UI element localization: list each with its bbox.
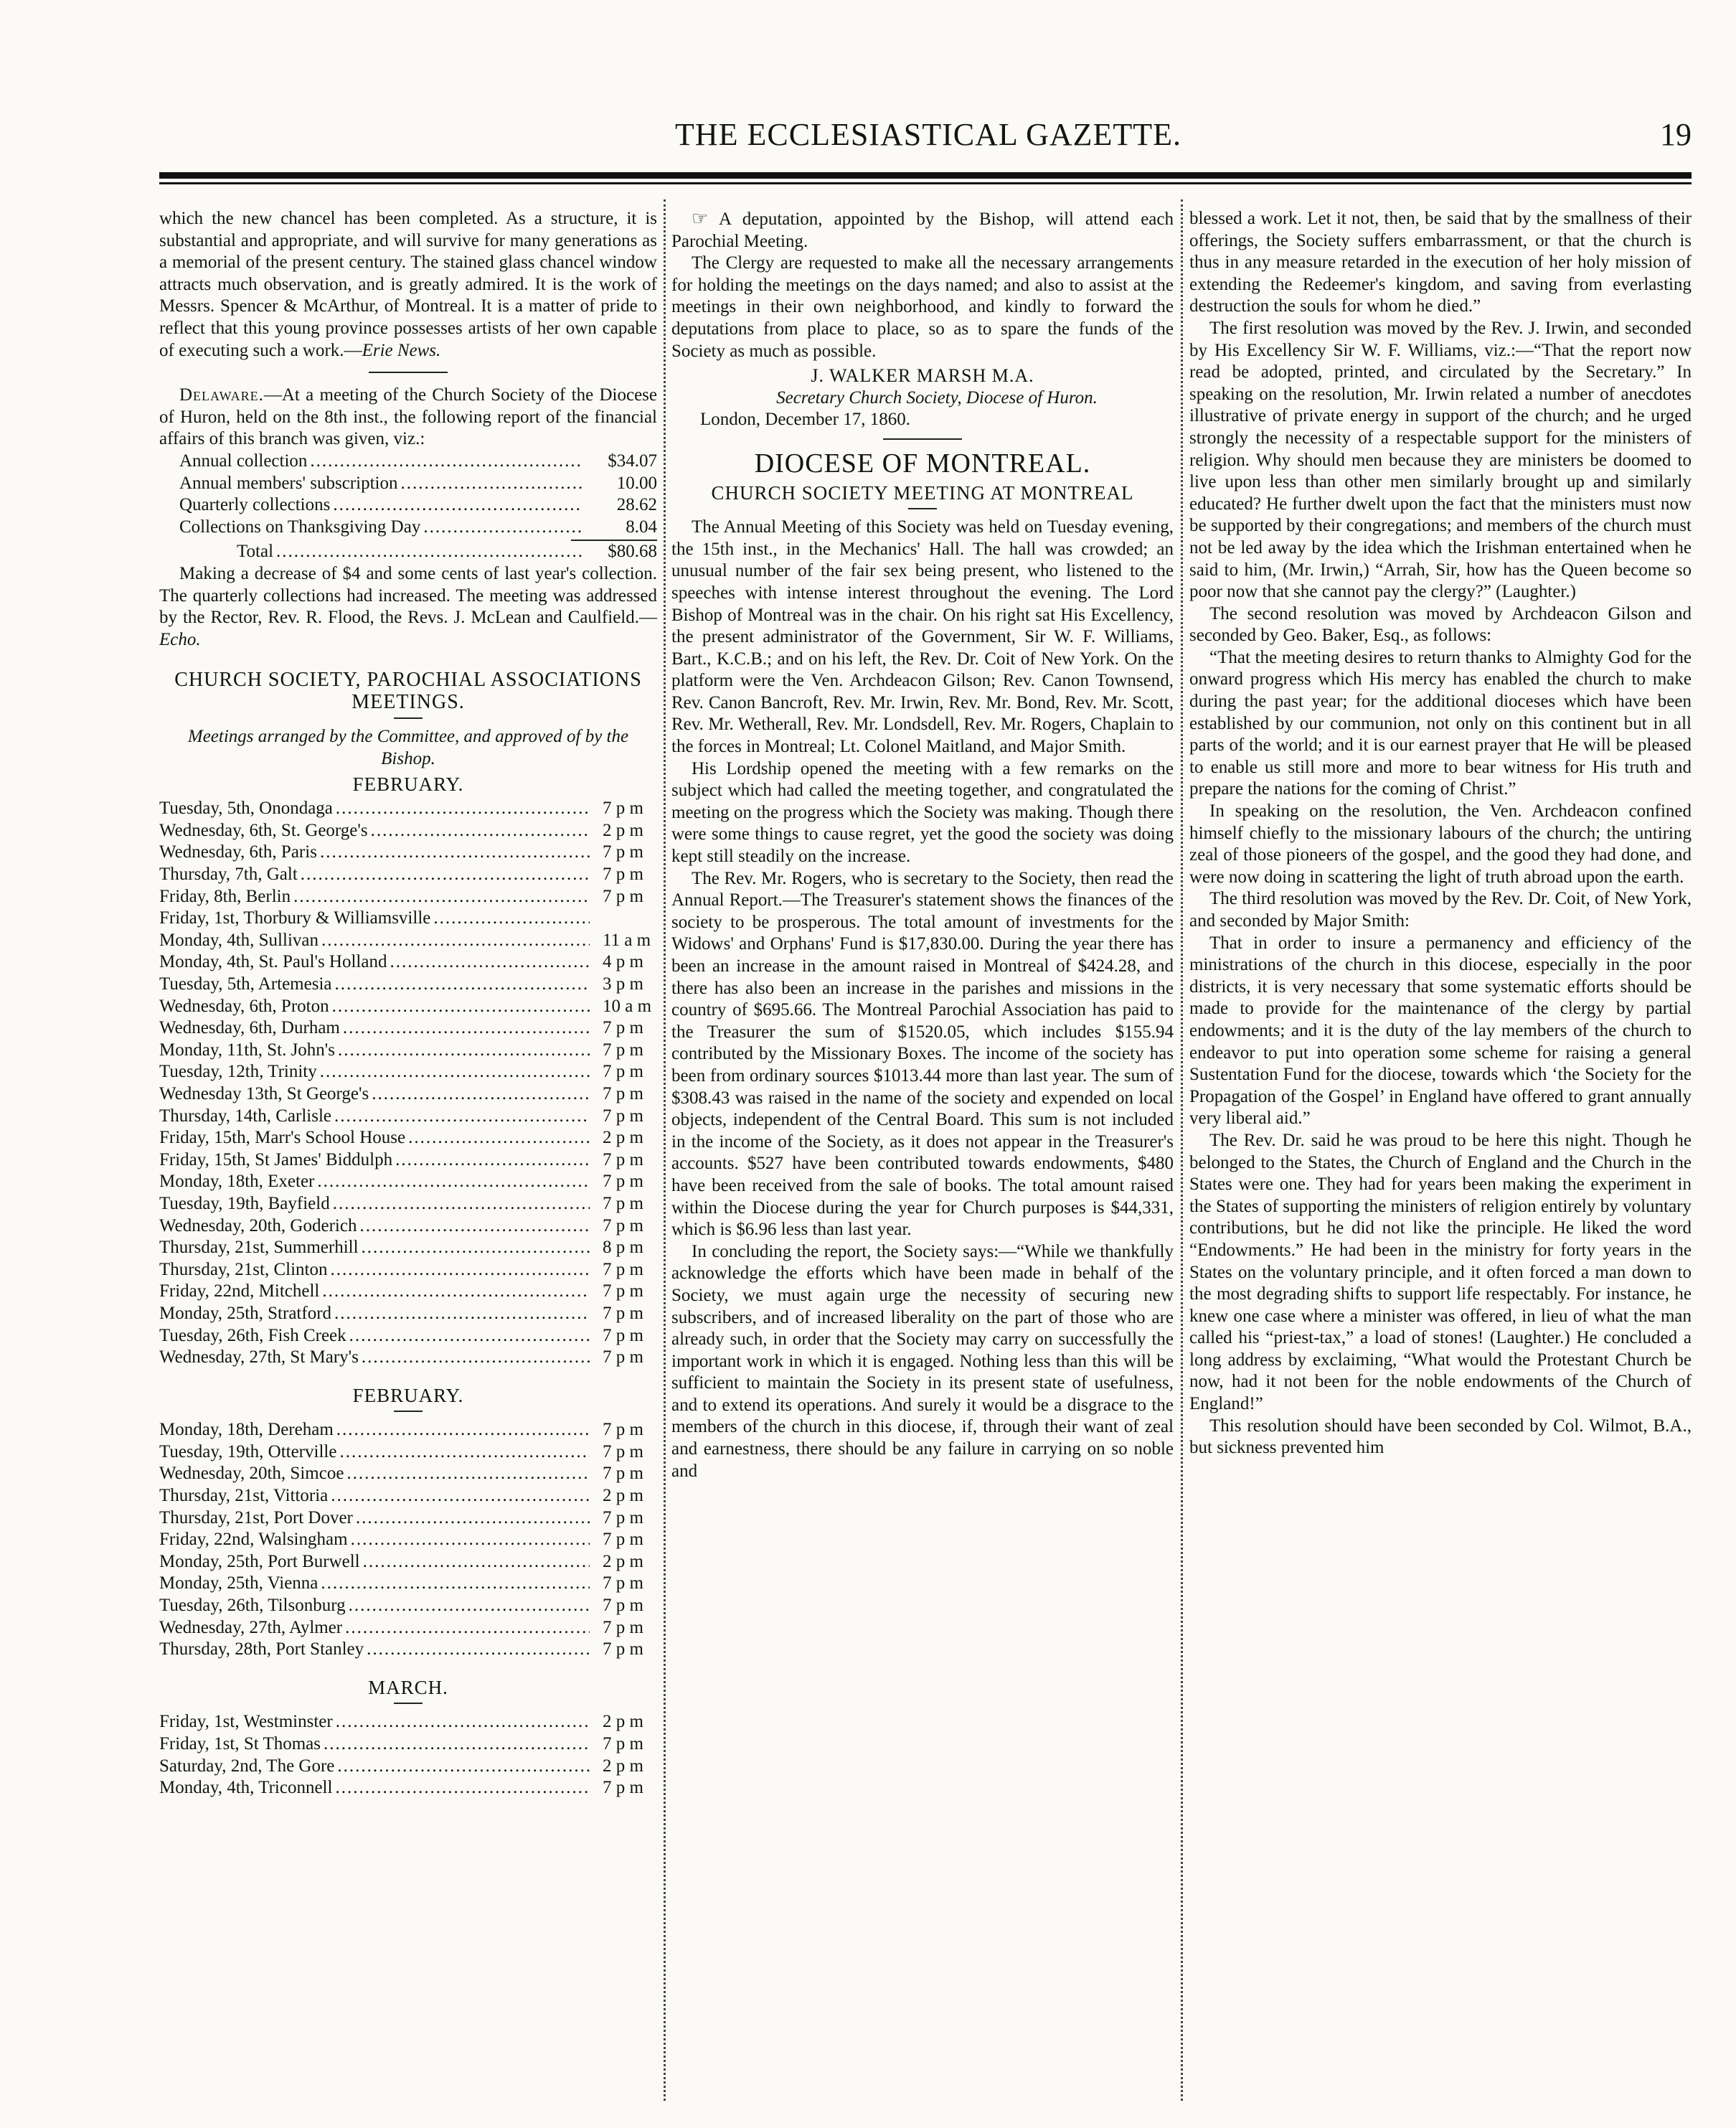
total-label: Total (237, 542, 274, 562)
finance-label: Annual members' subscription (179, 473, 398, 493)
meeting-place: Monday, 25th, Vienna (159, 1573, 319, 1593)
meeting-place: Wednesday, 27th, Aylmer (159, 1617, 343, 1637)
leader-dots (349, 1595, 590, 1617)
meeting-row (159, 1551, 657, 1573)
leader-dots (324, 1733, 590, 1756)
column-divider-2 (1181, 199, 1183, 2101)
column-divider-1 (664, 199, 666, 2101)
leader-dots (339, 1441, 590, 1464)
meeting-place: Wednesday, 6th, Durham (159, 1018, 340, 1038)
leader-dots (335, 1777, 590, 1799)
meeting-row (159, 1127, 657, 1149)
dateline: Delaware. (179, 385, 264, 405)
meeting-time: 2 p m (603, 1486, 643, 1506)
meeting-place: Thursday, 14th, Carlisle (159, 1106, 332, 1126)
leader-dots (334, 1303, 590, 1325)
meeting-place: Wednesday, 6th, Paris (159, 842, 317, 862)
meeting-row (159, 1149, 657, 1172)
meeting-row (159, 842, 657, 864)
leader-dots (331, 1485, 590, 1507)
leader-dots (408, 1127, 590, 1149)
leader-dots (423, 517, 582, 539)
leader-dots (320, 842, 590, 864)
meeting-row (159, 974, 657, 996)
meeting-place: Thursday, 28th, Port Stanley (159, 1639, 364, 1659)
leader-dots (345, 1617, 590, 1639)
leader-dots (322, 1281, 590, 1303)
leader-dots (334, 1106, 590, 1128)
report-paragraph: The third resolution was moved by the Rev. Dr. Coit, of New York, and seconded by Major Smith: (1189, 889, 1692, 931)
meeting-time: 2 p m (603, 1756, 643, 1776)
meeting-place: Friday, 22nd, Mitchell (159, 1281, 320, 1301)
meeting-row (159, 908, 657, 930)
meeting-place: Friday, 15th, Marr's School House (159, 1128, 406, 1148)
leader-dots (331, 1259, 590, 1281)
meeting-time: 7 p m (603, 1347, 643, 1367)
report-paragraph: The first resolution was moved by the Rev. J. Irwin, and seconded by His Excellency Sir W. F. Williams, viz.:—“That the report now read be adopted, printed, and circulated by the Secretary.” In speaking on the resolution, Mr. Irwin related a number of anecdotes illustrative of private energy in support of the church; and he urged strongly the necessity of a respectable support for the ministers of religion. Why should men because they are ministers be doomed to live upon less than other men similarly brought up and similarly educated? He further dwelt upon the fact that the ministers must now be supported by their congregations; and members of the church must not be led away by the idea which the Irishman entertained when he said to him, (Mr. Irwin,) “Arrah, Sir, how has the Queen become so poor now that she cannot pay the clergy?” (Laughter.) (1189, 318, 1692, 602)
meeting-row (159, 1485, 657, 1507)
financial-table (159, 451, 657, 563)
report-paragraph: In speaking on the resolution, the Ven. Archdeacon confined himself chiefly to the missionary labours of the church; the untiring zeal of those pioneers of the gospel, and the good they had done, and were now doing in scattering the light of truth abroad upon the earth. (1189, 801, 1692, 887)
diocese-heading: DIOCESE OF MONTREAL. (754, 448, 1091, 479)
meeting-time: 2 p m (603, 820, 643, 840)
meeting-row (159, 951, 657, 974)
heading-divider (908, 508, 937, 509)
leader-dots (346, 1463, 590, 1485)
meeting-row (159, 1259, 657, 1281)
meeting-place: Thursday, 7th, Galt (159, 865, 298, 885)
meeting-time: 7 p m (603, 886, 643, 906)
report-paragraph: The Rev. Mr. Rogers, who is secretary to the Society, then read the Annual Report.—The Treasurer's statement shows the finances of the society to be prosperous. The total amount of investments for the Widows' and Orphans' Fund is $17,830.00. During the year there has been an increase in the amount raised in Montreal of $424.28, and there has also been an increase in the parishes and missions in the country of $695.66. The Montreal Parochial Association has paid to the Treasurer the sum of $1520.05, which includes $155.94 contributed by the Missionary Boxes. The income of the society has been from ordinary sources $1013.44 more than last year. The sum of $308.43 was raised in the name of the society and expended on local objects, independent of the Central Board. This sum is not included in the income of the Society, as it does not appear in the Treasurer's accounts. $527 have been contributed towards endowments, $480 have been received from the sale of books. The total amount raised within the Diocese during the year for Church purposes is $44,331, which is $6.96 less than last year. (671, 868, 1174, 1240)
meeting-row (159, 1617, 657, 1639)
meeting-place: Tuesday, 26th, Tilsonburg (159, 1596, 346, 1616)
meeting-time: 2 p m (603, 1551, 643, 1571)
leader-dots (336, 1711, 590, 1733)
column-1 (159, 208, 657, 1799)
meeting-row (159, 1347, 657, 1369)
finance-row (179, 494, 657, 517)
leader-dots (400, 473, 582, 495)
meeting-row (159, 1777, 657, 1799)
leader-dots (293, 886, 590, 908)
leader-dots (349, 1325, 590, 1347)
meeting-place: Monday, 18th, Dereham (159, 1420, 334, 1440)
meeting-row (159, 798, 657, 820)
finance-row (179, 473, 657, 495)
signature-date: London, December 17, 1860. (700, 410, 910, 430)
finance-row (179, 517, 657, 539)
total-amount: $80.68 (608, 542, 657, 562)
meeting-row (159, 1106, 657, 1128)
meeting-place: Friday, 1st, Westminster (159, 1712, 333, 1732)
month-heading: FEBRUARY. (352, 773, 464, 795)
leader-dots (333, 494, 582, 517)
meeting-time: 7 p m (603, 1420, 643, 1440)
meeting-row (159, 1419, 657, 1441)
meeting-row (159, 1237, 657, 1259)
finance-amount: 10.00 (616, 473, 657, 493)
leader-dots (276, 541, 582, 563)
deputation-notice: ☞ A deputation, appointed by the Bishop, will attend each Parochial Meeting. (671, 208, 1174, 251)
report-paragraph: blessed a work. Let it not, then, be said that by the smallness of their offerings, the Society suffers embarrassment, or that the church is thus in any measure retarded in the execution of her holy mission of extending the Redeemer's kingdom, and saving from everlasting destruction the souls for whom he died.” (1189, 209, 1692, 316)
meeting-place: Wednesday, 6th, St. George's (159, 820, 368, 840)
leader-dots (367, 1639, 590, 1661)
month-heading: FEBRUARY. (352, 1384, 464, 1406)
month-heading: MARCH. (368, 1676, 448, 1698)
meeting-place: Monday, 11th, St. John's (159, 1040, 336, 1060)
leader-dots (343, 1017, 590, 1040)
meeting-time: 7 p m (603, 1303, 643, 1323)
meeting-time: 8 p m (603, 1238, 643, 1258)
meeting-row (159, 1325, 657, 1347)
meeting-time: 7 p m (603, 1193, 643, 1213)
meeting-row (159, 1303, 657, 1325)
meeting-place: Wednesday, 27th, St Mary's (159, 1347, 359, 1367)
meeting-row (159, 1756, 657, 1778)
meeting-row (159, 1017, 657, 1040)
leader-dots (321, 1573, 590, 1595)
meeting-place: Friday, 1st, Thorbury & Williamsville (159, 908, 431, 928)
meeting-time: 7 p m (603, 799, 643, 819)
meeting-time: 7 p m (603, 865, 643, 885)
meeting-place: Wednesday, 6th, Proton (159, 996, 329, 1016)
meeting-place: Saturday, 2nd, The Gore (159, 1756, 335, 1776)
month-divider (394, 1411, 423, 1412)
meeting-row (159, 930, 657, 952)
leader-dots (317, 1171, 590, 1193)
meeting-row (159, 1639, 657, 1661)
finance-amount: 8.04 (626, 517, 657, 537)
meeting-place: Thursday, 21st, Vittoria (159, 1486, 329, 1506)
leader-dots (336, 798, 590, 820)
finance-row (179, 451, 657, 473)
finance-label: Collections on Thanksgiving Day (179, 517, 421, 537)
meeting-place: Friday, 1st, St Thomas (159, 1734, 321, 1753)
heading-divider (394, 717, 423, 719)
leader-dots (395, 1149, 590, 1172)
meeting-time: 2 p m (603, 1128, 643, 1148)
meeting-place: Wednesday 13th, St George's (159, 1083, 369, 1103)
leader-dots (301, 864, 590, 886)
leader-dots (336, 1419, 590, 1441)
meeting-place: Tuesday, 12th, Trinity (159, 1062, 317, 1082)
delaware-report: Delaware.—At a meeting of the Church Society of the Diocese of Huron, held on the 8th inst., the following report of the financial affairs of this branch was given, viz.: (159, 385, 657, 449)
meeting-row (159, 1733, 657, 1756)
report-paragraph: In concluding the report, the Society says:—“While we thankfully acknowledge the efforts which have been made in behalf of the Society, we must again urge the necessity of securing new subscribers, and of increased liberality on the part of those who are already such, in order that the Society may carry on successfully the important work in which it is engaged. Nothing less than this will be sufficient to maintain the Society in its present state of usefulness, and to extend its operations. And surely it would be a disgrace to the members of the church in this diocese, if, through their want of zeal and earnestness, there should be any failure in carrying on so noble and (671, 1241, 1174, 1481)
meeting-row (159, 1507, 657, 1530)
meeting-place: Thursday, 21st, Summerhill (159, 1238, 359, 1258)
meeting-time: 7 p m (603, 1596, 643, 1616)
pointing-hand-icon: ☞ (692, 208, 709, 229)
meeting-time: 4 p m (603, 952, 643, 972)
meeting-place: Tuesday, 19th, Bayfield (159, 1193, 330, 1213)
leader-dots (333, 1193, 590, 1215)
meeting-row (159, 1281, 657, 1303)
leader-dots (351, 1529, 590, 1551)
leader-dots (372, 1083, 590, 1106)
finance-total-row (179, 541, 657, 563)
meeting-row (159, 820, 657, 842)
meeting-report-continued (1189, 208, 1692, 1459)
finance-amount: $34.07 (608, 451, 657, 471)
report-paragraph: The Rev. Dr. said he was proud to be here this night. Though he belonged to the States, the Church of England and the Church in the States were one. They had for years been making the experiment in the States of supporting the ministers of religion entirely by voluntary contributions, but he did not like the principle. He liked the word “Endowments.” He had been in the ministry for forty years in the States on the voluntary principle, and it often forced a man down to the most degrading shifts to support life respectably. For instance, he knew one case where a minister was offered, in lieu of what the man called his “priest-tax,” a load of stones! (Laughter.) He concluded a long address by exclaiming, “What would the Protestant Church be now, had it not been for the noble endowments of the Church of England!” (1189, 1130, 1692, 1414)
leader-dots (335, 974, 590, 996)
report-paragraph: “That the meeting desires to return thanks to Almighty God for the onward progress which His mercy has enabled the church to make during the past year; for the additional dioceses which have been established by our communion, not only on this continent but in all parts of the world; and it is our earnest prayer that He will be pleased to enable us still more and more to bear witness for His truth and prepare the nations for the coming of Christ.” (1189, 647, 1692, 799)
meeting-place: Monday, 18th, Exeter (159, 1172, 315, 1192)
meeting-row (159, 1711, 657, 1733)
meeting-place: Monday, 25th, Port Burwell (159, 1551, 360, 1571)
meeting-time: 2 p m (603, 1712, 643, 1732)
leader-dots (390, 951, 590, 974)
meeting-time: 7 p m (603, 1441, 643, 1461)
report-paragraph: His Lordship opened the meeting with a few remarks on the subject which had called the meeting together, and congratulated the meeting on the progress which the Society was making. Though there were some things to cause regret, yet the good the society was doing kept still steadily on the increase. (671, 758, 1174, 867)
header-rule-thin (159, 182, 1692, 184)
leader-dots (321, 930, 590, 952)
meeting-time: 7 p m (603, 1083, 643, 1103)
meeting-place: Friday, 8th, Berlin (159, 886, 291, 906)
meeting-time: 10 a m (603, 996, 652, 1016)
meeting-time: 7 p m (603, 1215, 643, 1235)
meeting-place: Friday, 15th, St James' Biddulph (159, 1149, 393, 1169)
meeting-place: Monday, 25th, Stratford (159, 1303, 332, 1323)
finance-label: Quarterly collections (179, 495, 331, 515)
meeting-time: 7 p m (603, 1149, 643, 1169)
meeting-time: 7 p m (603, 1062, 643, 1082)
meeting-time: 7 p m (603, 1281, 643, 1301)
meeting-row (159, 996, 657, 1018)
meeting-time: 11 a m (603, 930, 651, 950)
meeting-time: 7 p m (603, 1530, 643, 1550)
meeting-time: 7 p m (603, 1106, 643, 1126)
meeting-report (671, 517, 1174, 1482)
meeting-time: 7 p m (603, 1040, 643, 1060)
leader-dots (332, 996, 590, 1018)
meeting-place: Tuesday, 26th, Fish Creek (159, 1325, 346, 1345)
source-attribution: Echo. (159, 629, 201, 649)
meeting-row (159, 1171, 657, 1193)
society-subheading: Meetings arranged by the Committee, and approved of by the Bishop. (187, 727, 629, 769)
article-continuation: which the new chancel has been completed. As a structure, it is substantial and appropriate, and will survive for many generations as a memorial of the present century. The stained glass chancel window attracts much observation, and is greatly admired. It is the work of Messrs. Spencer & McArthur, of Montreal. It is a matter of pride to reflect that this young province possesses artists of her own capable of executing such a work.—Erie News. (159, 209, 657, 360)
masthead (165, 116, 1692, 158)
meeting-time: 7 p m (603, 1734, 643, 1753)
meeting-time: 7 p m (603, 1018, 643, 1038)
leader-dots (359, 1215, 590, 1238)
leader-dots (363, 1551, 590, 1573)
meeting-row (159, 1463, 657, 1485)
meeting-schedule (159, 773, 657, 1799)
page-number: 19 (1660, 117, 1692, 152)
meeting-place: Monday, 4th, Triconnell (159, 1778, 333, 1798)
meeting-heading: CHURCH SOCIETY MEETING AT MONTREAL (711, 481, 1134, 504)
source-attribution: Erie News. (362, 340, 441, 360)
meeting-place: Friday, 22nd, Walsingham (159, 1530, 348, 1550)
leader-dots (320, 1061, 590, 1083)
society-heading: CHURCH SOCIETY, PAROCHIAL ASSOCIATIONS MEETINGS. (174, 669, 642, 713)
meeting-row (159, 1441, 657, 1464)
leader-dots (362, 1347, 590, 1369)
delaware-report-tail: Making a decrease of $4 and some cents of last year's collection. The quarterly collections had increased. The meeting was addressed by the Rector, Rev. R. Flood, the Revs. J. McLean and Caulfield.—Echo. (159, 563, 657, 649)
column-2 (671, 208, 1174, 1482)
header-rule-thick (159, 172, 1692, 179)
meeting-row (159, 1193, 657, 1215)
leader-dots (337, 1756, 590, 1778)
meeting-time: 7 p m (603, 1639, 643, 1659)
meeting-time: 7 p m (603, 1464, 643, 1484)
meeting-row (159, 1083, 657, 1106)
column-3 (1189, 208, 1692, 1459)
meeting-time: 7 p m (603, 1573, 643, 1593)
meeting-place: Thursday, 21st, Port Dover (159, 1507, 353, 1527)
meeting-place: Thursday, 21st, Clinton (159, 1259, 328, 1279)
report-paragraph: The Annual Meeting of this Society was held on Tuesday evening, the 15th inst., in the Mechanics' Hall. The hall was crowded; an unusual number of the fair sex being present, who listened to the speeches with intense interest throughout the evening. The Lord Bishop of Montreal was in the chair. On his right sat His Excellency, the present administrator of the Government, Sir W. F. Williams, Bart., K.C.B.; and on his left, the Rev. Dr. Coit of New York. On the platform were the Ven. Archdeacon Gilson; Rev. Canon Townsend, Rev. Canon Bancroft, Rev. Mr. Irwin, Rev. Mr. Bond, Rev. Mr. Scott, Rev. Mr. Wetherall, Rev. Mr. Londsdell, Rev. Mr. Rogers, Chaplain to the forces in Montreal; Lt. Colonel Maitland, and Major Smith. (671, 517, 1174, 757)
meeting-time: 7 p m (603, 1507, 643, 1527)
meeting-row (159, 1215, 657, 1238)
article-divider (369, 372, 448, 373)
signature-name: J. WALKER MARSH M.A. (811, 365, 1034, 387)
leader-dots (310, 451, 582, 473)
meeting-time: 3 p m (603, 974, 643, 994)
meeting-time: 7 p m (603, 1325, 643, 1345)
meeting-row (159, 864, 657, 886)
report-paragraph: The second resolution was moved by Archdeacon Gilson and seconded by Geo. Baker, Esq., as follows: (1189, 603, 1692, 646)
meeting-place: Monday, 4th, Sullivan (159, 930, 319, 950)
meeting-time: 7 p m (603, 1778, 643, 1798)
meeting-row (159, 1040, 657, 1062)
meeting-row (159, 1529, 657, 1551)
leader-dots (356, 1507, 590, 1530)
month-divider (394, 1703, 423, 1704)
meeting-place: Wednesday, 20th, Simcoe (159, 1464, 344, 1484)
finance-amount: 28.62 (616, 495, 657, 515)
meeting-place: Tuesday, 5th, Artemesia (159, 974, 332, 994)
finance-label: Annual collection (179, 451, 308, 471)
leader-dots (433, 908, 590, 930)
meeting-row (159, 1061, 657, 1083)
meeting-time: 7 p m (603, 1172, 643, 1192)
meeting-row (159, 1573, 657, 1595)
meeting-time: 7 p m (603, 1617, 643, 1637)
clergy-notice: The Clergy are requested to make all the necessary arrangements for holding the meetings on the days named; and also to assist at the meetings in their own neighborhood, and kindly to forward the deputations from place to place, so as to spare the funds of the Society as much as possible. (671, 253, 1174, 361)
meeting-time: 7 p m (603, 842, 643, 862)
meeting-place: Tuesday, 19th, Otterville (159, 1441, 337, 1461)
report-paragraph: That in order to insure a permanency and efficiency of the ministrations of the church in this diocese, especially in the poor districts, it is very necessary that some systematic efforts should be made to provide for the maintenance of the clergy by partial endowments; and it is the duty of the lay members of the church to endeavor to put into operation some scheme for raising a general Sustentation Fund for the diocese, towards which ‘the Society for the Propagation of the Gospel’ in England have offered to grant annually very liberal aid.” (1189, 933, 1692, 1129)
meeting-place: Wednesday, 20th, Goderich (159, 1215, 357, 1235)
meeting-place: Monday, 4th, St. Paul's Holland (159, 952, 387, 972)
signature-title: Secretary Church Society, Diocese of Huron. (776, 387, 1098, 408)
leader-dots (371, 820, 590, 842)
leader-dots (338, 1040, 590, 1062)
meeting-place: Tuesday, 5th, Onondaga (159, 799, 333, 819)
meeting-time: 7 p m (603, 1259, 643, 1279)
meeting-row (159, 886, 657, 908)
report-paragraph: This resolution should have been seconded by Col. Wilmot, B.A., but sickness prevented him (1189, 1416, 1692, 1458)
section-divider (883, 438, 962, 440)
leader-dots (362, 1237, 590, 1259)
newspaper-title: THE ECCLESIASTICAL GAZETTE. (674, 117, 1182, 152)
meeting-row (159, 1595, 657, 1617)
